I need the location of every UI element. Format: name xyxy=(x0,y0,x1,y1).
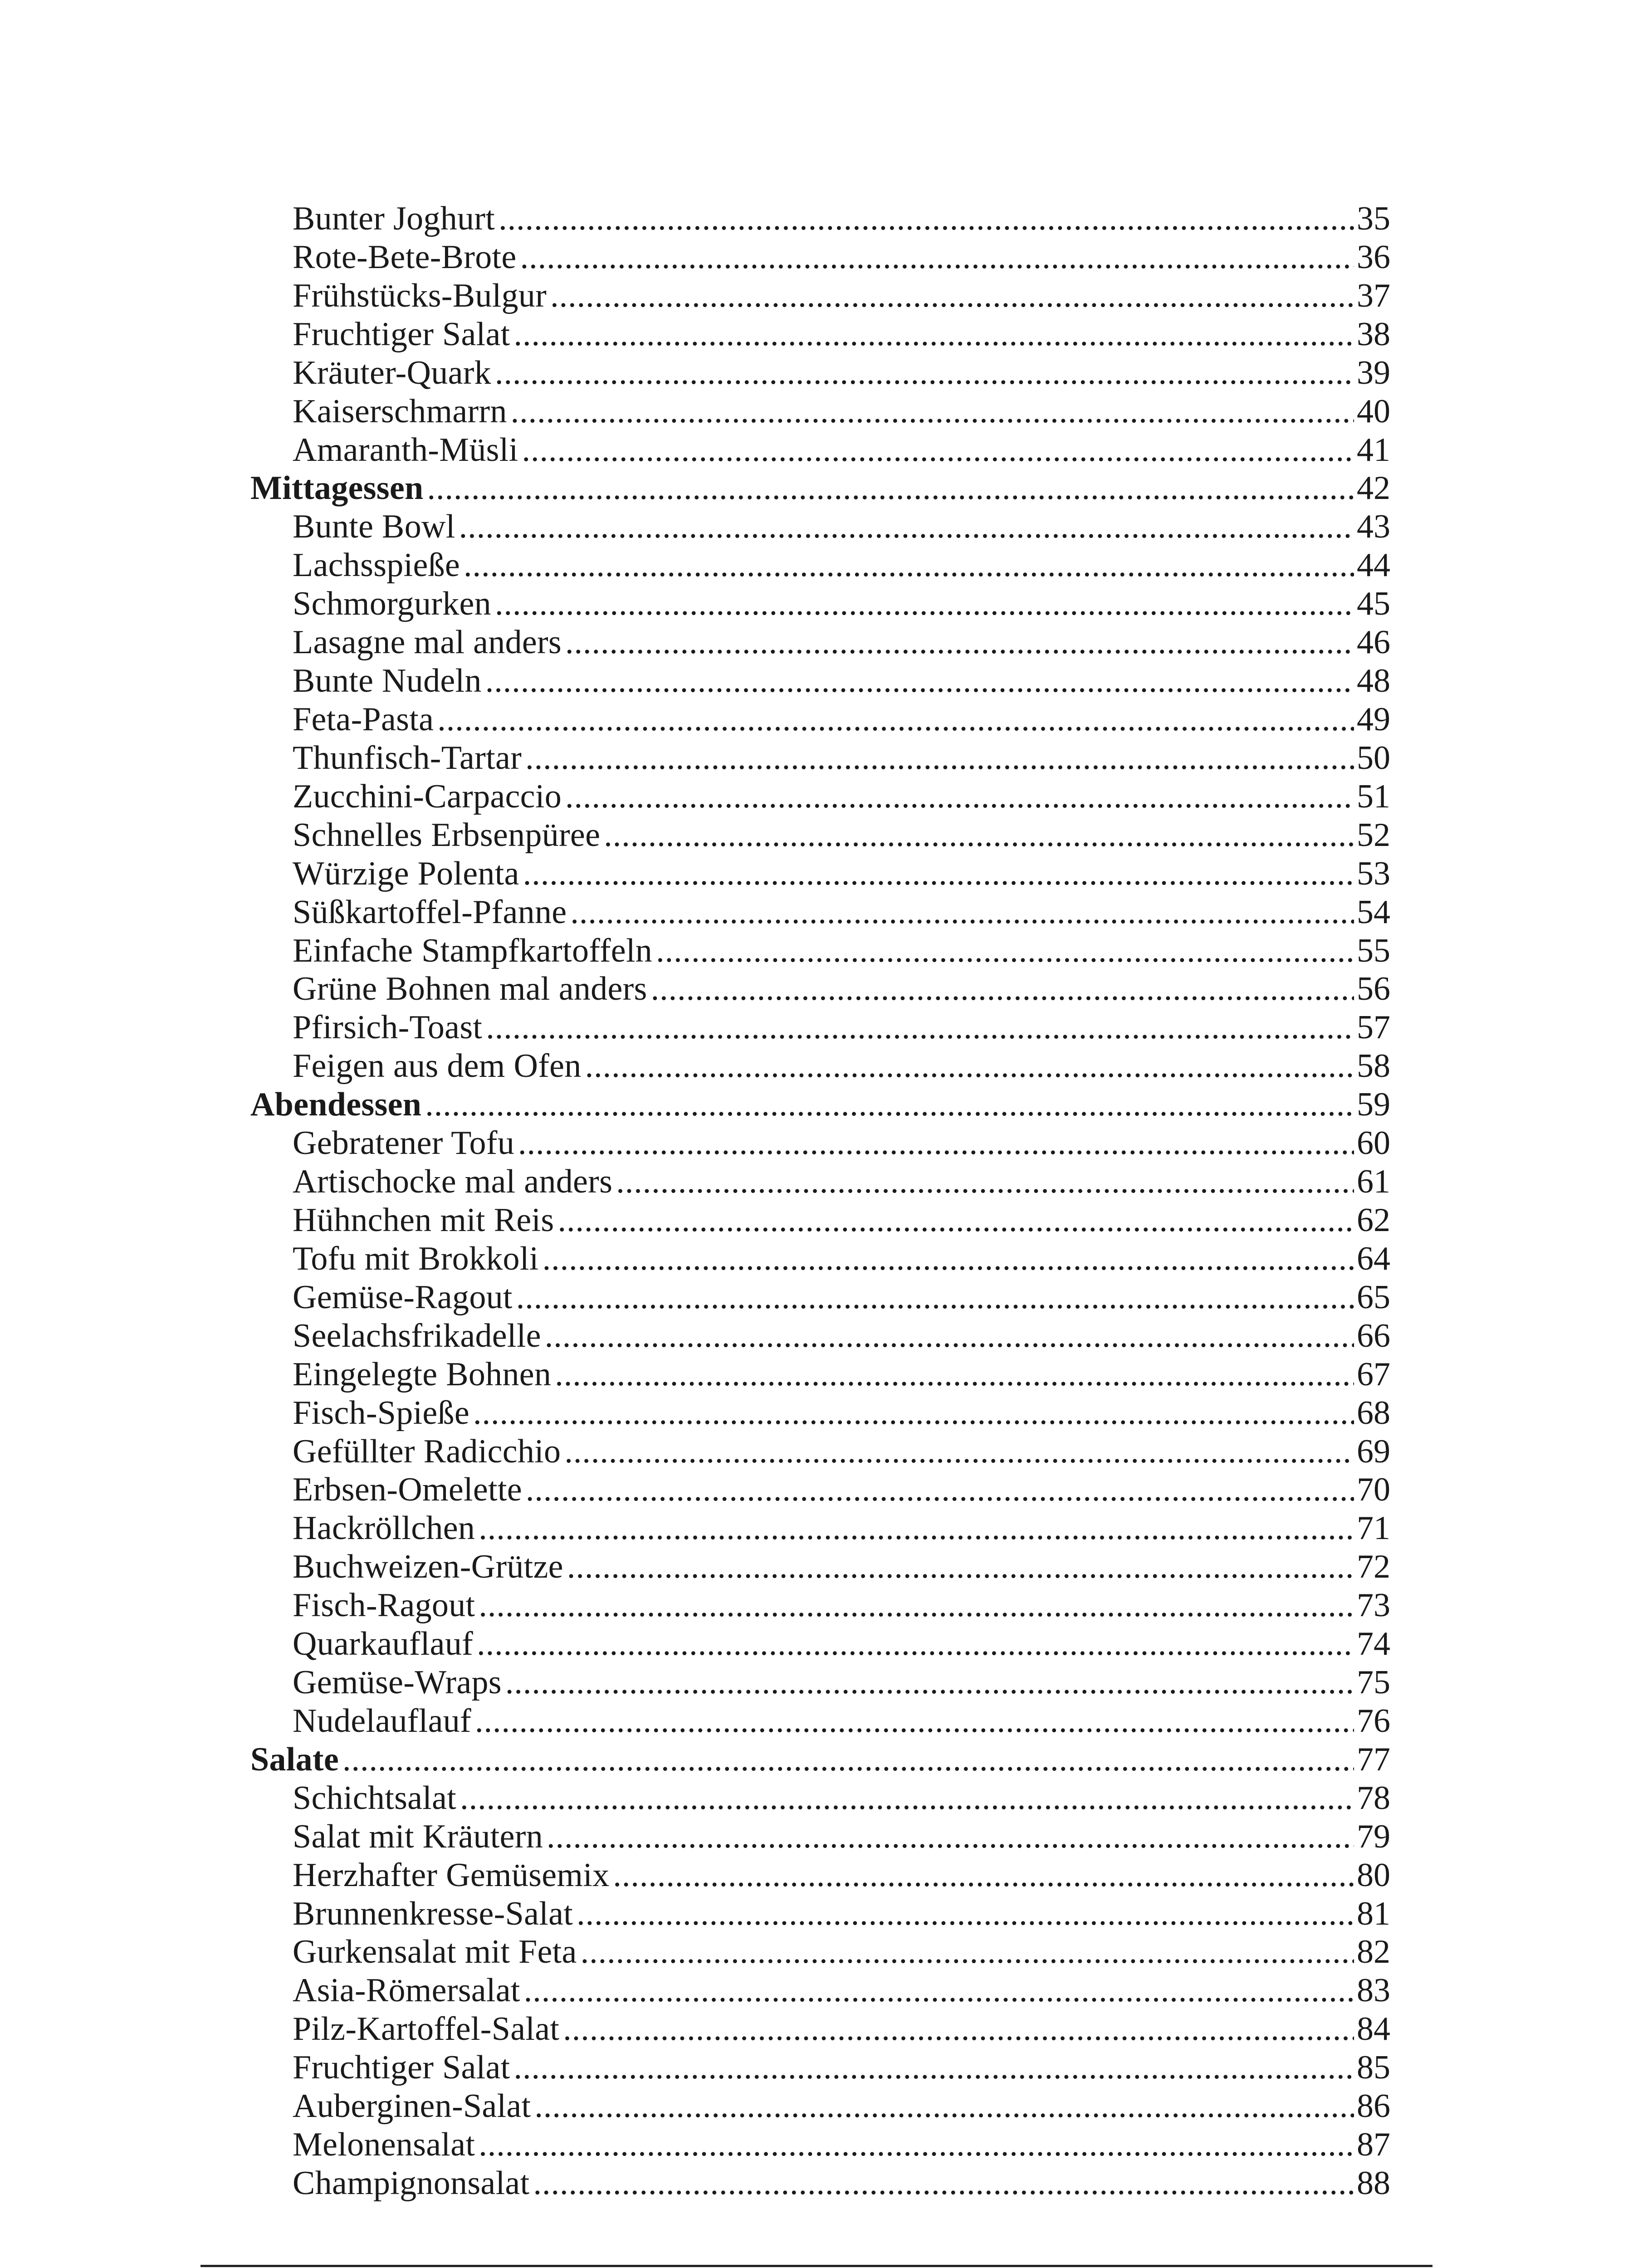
entry-title: Quarkauflauf xyxy=(293,1625,474,1663)
toc-line xyxy=(293,200,1390,238)
page-number: 68 xyxy=(1357,1394,1390,1432)
dot-leader xyxy=(427,469,1354,508)
entry-title: Fisch-Spieße xyxy=(293,1394,470,1432)
page-number: 49 xyxy=(1357,700,1390,738)
page-number: 61 xyxy=(1357,1163,1390,1201)
dot-leader xyxy=(523,855,1354,893)
dot-leader xyxy=(485,662,1354,700)
toc-entry[interactable] xyxy=(0,1895,1633,1933)
toc-entry[interactable] xyxy=(0,546,1633,585)
page-number: 57 xyxy=(1357,1009,1390,1046)
toc-line xyxy=(293,392,1390,431)
dot-leader xyxy=(486,1008,1354,1047)
toc-line xyxy=(293,354,1390,392)
page-number: 40 xyxy=(1357,392,1390,430)
toc-line xyxy=(250,469,1390,508)
page-number: 84 xyxy=(1357,2010,1390,2048)
toc-entry[interactable] xyxy=(0,1509,1633,1548)
toc-entry[interactable] xyxy=(0,1471,1633,1509)
toc-entry[interactable] xyxy=(0,1355,1633,1394)
page-number: 42 xyxy=(1357,469,1390,507)
toc-entry[interactable] xyxy=(0,1548,1633,1586)
toc-entry[interactable] xyxy=(0,700,1633,739)
entry-title: Buchweizen-Grütze xyxy=(293,1548,563,1586)
toc-entry[interactable] xyxy=(0,777,1633,816)
toc-line xyxy=(293,1971,1390,2010)
page-number: 37 xyxy=(1357,277,1390,314)
table-of-contents xyxy=(0,200,1633,2203)
toc-line xyxy=(293,2087,1390,2126)
toc-line xyxy=(250,1085,1390,1124)
page-number: 50 xyxy=(1357,739,1390,777)
toc-line xyxy=(293,2010,1390,2048)
entry-title: Thunfisch-Tartar xyxy=(293,739,522,777)
entry-title: Schnelles Erbsenpüree xyxy=(293,816,601,854)
dot-leader xyxy=(477,1625,1354,1663)
page-number: 51 xyxy=(1357,777,1390,815)
entry-title: Rote-Bete-Brote xyxy=(293,238,517,276)
entry-title: Gemüse-Wraps xyxy=(293,1664,502,1701)
toc-line xyxy=(293,546,1390,585)
toc-entry[interactable] xyxy=(0,238,1633,277)
entry-title: Bunte Nudeln xyxy=(293,662,482,700)
toc-line xyxy=(293,700,1390,739)
dot-leader xyxy=(613,1856,1354,1895)
dot-leader xyxy=(581,1933,1354,1971)
dot-leader xyxy=(342,1740,1354,1779)
entry-title: Süßkartoffel-Pfanne xyxy=(293,893,567,931)
toc-entry[interactable] xyxy=(0,1586,1633,1625)
dot-leader xyxy=(545,1317,1354,1355)
toc-section-heading[interactable] xyxy=(0,1740,1633,1779)
toc-line xyxy=(293,1471,1390,1509)
dot-leader xyxy=(563,2010,1354,2048)
entry-title: Bunte Bowl xyxy=(293,508,455,546)
toc-entry[interactable] xyxy=(0,315,1633,354)
entry-title: Lasagne mal anders xyxy=(293,624,562,661)
entry-title: Tofu mit Brokkoli xyxy=(293,1240,539,1277)
toc-line xyxy=(293,816,1390,855)
toc-line xyxy=(293,739,1390,777)
entry-title: Artischocke mal anders xyxy=(293,1163,613,1201)
entry-title: Kaiserschmarrn xyxy=(293,392,507,430)
dot-leader xyxy=(479,1586,1354,1625)
page-number: 75 xyxy=(1357,1664,1390,1701)
page-number: 78 xyxy=(1357,1779,1390,1817)
dot-leader xyxy=(577,1895,1354,1933)
page-number: 56 xyxy=(1357,970,1390,1008)
toc-line xyxy=(293,855,1390,893)
toc-entry[interactable] xyxy=(0,1779,1633,1818)
page-number: 48 xyxy=(1357,662,1390,700)
page-number: 60 xyxy=(1357,1124,1390,1162)
page-number: 82 xyxy=(1357,1933,1390,1971)
toc-entry[interactable] xyxy=(0,1240,1633,1278)
dot-leader xyxy=(651,970,1354,1008)
toc-line xyxy=(293,932,1390,970)
page-number: 39 xyxy=(1357,354,1390,391)
dot-leader xyxy=(518,1124,1354,1163)
toc-line xyxy=(250,1740,1390,1779)
toc-line xyxy=(293,1201,1390,1240)
toc-entry[interactable] xyxy=(0,2048,1633,2087)
dot-leader xyxy=(520,238,1354,277)
page-number: 38 xyxy=(1357,315,1390,353)
toc-entry[interactable] xyxy=(0,1047,1633,1085)
toc-line xyxy=(293,1432,1390,1471)
page-number: 52 xyxy=(1357,816,1390,854)
dot-leader xyxy=(550,277,1354,315)
page-number: 41 xyxy=(1357,431,1390,469)
toc-line xyxy=(293,1625,1390,1663)
entry-title: Hühnchen mit Reis xyxy=(293,1201,554,1239)
toc-entry[interactable] xyxy=(0,1702,1633,1740)
entry-title: Eingelegte Bohnen xyxy=(293,1355,552,1393)
toc-line xyxy=(293,1548,1390,1586)
toc-entry[interactable] xyxy=(0,392,1633,431)
dot-leader xyxy=(656,932,1354,970)
page-number: 44 xyxy=(1357,547,1390,584)
entry-title: Erbsen-Omelette xyxy=(293,1471,522,1509)
entry-title: Gurkensalat mit Feta xyxy=(293,1933,577,1971)
dot-leader xyxy=(495,585,1354,623)
entry-title: Gefüllter Radicchio xyxy=(293,1432,561,1470)
toc-entry[interactable] xyxy=(0,508,1633,546)
page-number: 86 xyxy=(1357,2087,1390,2125)
toc-line xyxy=(293,1586,1390,1625)
toc-line xyxy=(293,662,1390,700)
toc-line xyxy=(293,1008,1390,1047)
dot-leader xyxy=(564,1432,1354,1471)
dot-leader xyxy=(473,1394,1354,1432)
entry-title: Fruchtiger Salat xyxy=(293,315,510,353)
page-number: 83 xyxy=(1357,1972,1390,2009)
entry-title: Würzige Polenta xyxy=(293,855,519,892)
toc-line xyxy=(293,1124,1390,1163)
dot-leader xyxy=(464,546,1354,585)
entry-title: Salat mit Kräutern xyxy=(293,1818,543,1855)
toc-entry[interactable] xyxy=(0,277,1633,315)
entry-title: Grüne Bohnen mal anders xyxy=(293,970,647,1008)
dot-leader xyxy=(514,2048,1354,2087)
dot-leader xyxy=(547,1818,1354,1856)
page-number: 65 xyxy=(1357,1278,1390,1316)
toc-line xyxy=(293,1278,1390,1317)
page-number: 81 xyxy=(1357,1895,1390,1932)
toc-line xyxy=(293,623,1390,662)
toc-entry[interactable] xyxy=(0,431,1633,469)
dot-leader xyxy=(565,623,1354,662)
dot-leader xyxy=(524,1971,1354,2010)
page-number: 79 xyxy=(1357,1818,1390,1855)
page-number: 71 xyxy=(1357,1510,1390,1547)
dot-leader xyxy=(479,2126,1354,2164)
dot-leader xyxy=(495,354,1354,392)
dot-leader xyxy=(459,508,1354,546)
toc-line xyxy=(293,585,1390,623)
dot-leader xyxy=(570,893,1354,932)
page-number: 59 xyxy=(1357,1086,1390,1124)
dot-leader xyxy=(533,2164,1354,2203)
entry-title: Pilz-Kartoffel-Salat xyxy=(293,2010,560,2048)
toc-line xyxy=(293,1163,1390,1201)
toc-entry[interactable] xyxy=(0,1625,1633,1663)
toc-line xyxy=(293,2164,1390,2203)
entry-title: Champignonsalat xyxy=(293,2165,530,2202)
toc-entry[interactable] xyxy=(0,1394,1633,1432)
page-number: 73 xyxy=(1357,1587,1390,1624)
toc-entry[interactable] xyxy=(0,893,1633,932)
entry-title: Lachsspieße xyxy=(293,547,460,584)
dot-leader xyxy=(522,431,1354,469)
toc-line xyxy=(293,1933,1390,1971)
toc-entry[interactable] xyxy=(0,1432,1633,1471)
entry-title: Zucchini-Carpaccio xyxy=(293,777,562,815)
page-number: 80 xyxy=(1357,1856,1390,1894)
toc-entry[interactable] xyxy=(0,662,1633,700)
page-number: 43 xyxy=(1357,508,1390,546)
page-number: 36 xyxy=(1357,238,1390,276)
toc-section-heading[interactable] xyxy=(0,469,1633,508)
toc-line xyxy=(293,2048,1390,2087)
entry-title: Fisch-Ragout xyxy=(293,1587,475,1624)
entry-title: Asia-Römersalat xyxy=(293,1972,520,2009)
toc-line xyxy=(293,1818,1390,1856)
toc-line xyxy=(293,1394,1390,1432)
toc-entry[interactable] xyxy=(0,200,1633,238)
toc-line xyxy=(293,315,1390,354)
page-number: 70 xyxy=(1357,1471,1390,1509)
dot-leader xyxy=(499,200,1354,238)
toc-line xyxy=(293,777,1390,816)
entry-title: Feta-Pasta xyxy=(293,700,434,738)
toc-entry[interactable] xyxy=(0,1856,1633,1895)
section-title: Abendessen xyxy=(250,1086,422,1124)
dot-leader xyxy=(475,1702,1354,1740)
dot-leader xyxy=(526,1471,1354,1509)
entry-title: Nudelauflauf xyxy=(293,1702,471,1740)
toc-line xyxy=(293,970,1390,1008)
entry-title: Melonensalat xyxy=(293,2126,475,2164)
dot-leader xyxy=(505,1663,1354,1702)
dot-leader xyxy=(460,1779,1354,1818)
dot-leader xyxy=(437,700,1354,739)
toc-line xyxy=(293,238,1390,277)
bottom-rule xyxy=(200,2265,1433,2267)
entry-title: Hackröllchen xyxy=(293,1510,475,1547)
toc-entry[interactable] xyxy=(0,1278,1633,1317)
toc-entry[interactable] xyxy=(0,1124,1633,1163)
toc-entry[interactable] xyxy=(0,1163,1633,1201)
entry-title: Feigen aus dem Ofen xyxy=(293,1047,582,1085)
dot-leader xyxy=(425,1085,1354,1124)
page-number: 58 xyxy=(1357,1047,1390,1085)
dot-leader xyxy=(585,1047,1354,1085)
toc-entry[interactable] xyxy=(0,1317,1633,1355)
page-number: 77 xyxy=(1357,1740,1390,1778)
toc-entry[interactable] xyxy=(0,585,1633,623)
toc-entry[interactable] xyxy=(0,1008,1633,1047)
toc-entry[interactable] xyxy=(0,1818,1633,1856)
entry-title: Gemüse-Ragout xyxy=(293,1278,513,1316)
toc-line xyxy=(293,1895,1390,1933)
entry-title: Seelachsfrikadelle xyxy=(293,1317,541,1354)
page-number: 76 xyxy=(1357,1702,1390,1740)
entry-title: Herzhafter Gemüsemix xyxy=(293,1856,610,1894)
entry-title: Schmorgurken xyxy=(293,585,491,623)
entry-title: Fruchtiger Salat xyxy=(293,2049,510,2087)
page-number: 35 xyxy=(1357,200,1390,237)
entry-title: Pfirsich-Toast xyxy=(293,1009,483,1046)
entry-title: Frühstücks-Bulgur xyxy=(293,277,547,314)
dot-leader xyxy=(514,315,1354,354)
toc-entry[interactable] xyxy=(0,1201,1633,1240)
entry-title: Bunter Joghurt xyxy=(293,200,495,237)
entry-title: Schichtsalat xyxy=(293,1779,457,1817)
toc-section-heading[interactable] xyxy=(0,1085,1633,1124)
toc-line xyxy=(293,893,1390,932)
page-number: 88 xyxy=(1357,2165,1390,2202)
dot-leader xyxy=(516,1278,1354,1317)
toc-entry[interactable] xyxy=(0,932,1633,970)
page-number: 74 xyxy=(1357,1625,1390,1663)
dot-leader xyxy=(565,777,1354,816)
page-number: 67 xyxy=(1357,1355,1390,1393)
toc-entry[interactable] xyxy=(0,2164,1633,2203)
page-number: 72 xyxy=(1357,1548,1390,1586)
toc-entry[interactable] xyxy=(0,816,1633,855)
dot-leader xyxy=(604,816,1354,855)
toc-entry[interactable] xyxy=(0,970,1633,1008)
entry-title: Einfache Stampfkartoffeln xyxy=(293,932,653,969)
page-number: 87 xyxy=(1357,2126,1390,2164)
toc-line xyxy=(293,431,1390,469)
toc-entry[interactable] xyxy=(0,2087,1633,2126)
entry-title: Kräuter-Quark xyxy=(293,354,491,391)
entry-title: Amaranth-Müsli xyxy=(293,431,518,469)
dot-leader xyxy=(616,1163,1354,1201)
toc-line xyxy=(293,508,1390,546)
dot-leader xyxy=(543,1240,1354,1278)
toc-entry[interactable] xyxy=(0,623,1633,662)
toc-line xyxy=(293,1047,1390,1085)
toc-entry[interactable] xyxy=(0,739,1633,777)
dot-leader xyxy=(534,2087,1354,2126)
toc-line xyxy=(293,1355,1390,1394)
page-number: 55 xyxy=(1357,932,1390,969)
toc-line xyxy=(293,2126,1390,2164)
toc-line xyxy=(293,1317,1390,1355)
toc-entry[interactable] xyxy=(0,1933,1633,1971)
page-number: 46 xyxy=(1357,624,1390,661)
page-number: 66 xyxy=(1357,1317,1390,1354)
toc-line xyxy=(293,1509,1390,1548)
entry-title: Brunnenkresse-Salat xyxy=(293,1895,573,1932)
toc-entry[interactable] xyxy=(0,1971,1633,2010)
dot-leader xyxy=(567,1548,1354,1586)
toc-line xyxy=(293,1702,1390,1740)
page-number: 53 xyxy=(1357,855,1390,892)
page-number: 62 xyxy=(1357,1201,1390,1239)
page-number: 69 xyxy=(1357,1432,1390,1470)
toc-entry[interactable] xyxy=(0,2126,1633,2164)
toc-line xyxy=(293,1240,1390,1278)
page-number: 45 xyxy=(1357,585,1390,623)
toc-line xyxy=(293,277,1390,315)
toc-line xyxy=(293,1663,1390,1702)
page-number: 85 xyxy=(1357,2049,1390,2087)
toc-line xyxy=(293,1779,1390,1818)
dot-leader xyxy=(555,1355,1354,1394)
page-number: 54 xyxy=(1357,893,1390,931)
entry-title: Gebratener Tofu xyxy=(293,1124,515,1162)
section-title: Mittagessen xyxy=(250,469,424,507)
dot-leader xyxy=(525,739,1354,777)
toc-entry[interactable] xyxy=(0,855,1633,893)
entry-title: Auberginen-Salat xyxy=(293,2087,531,2125)
dot-leader xyxy=(479,1509,1354,1548)
toc-line xyxy=(293,1856,1390,1895)
toc-entry[interactable] xyxy=(0,354,1633,392)
page-number: 64 xyxy=(1357,1240,1390,1277)
section-title: Salate xyxy=(250,1740,339,1778)
toc-entry[interactable] xyxy=(0,2010,1633,2048)
toc-entry[interactable] xyxy=(0,1663,1633,1702)
dot-leader xyxy=(557,1201,1354,1240)
dot-leader xyxy=(511,392,1354,431)
